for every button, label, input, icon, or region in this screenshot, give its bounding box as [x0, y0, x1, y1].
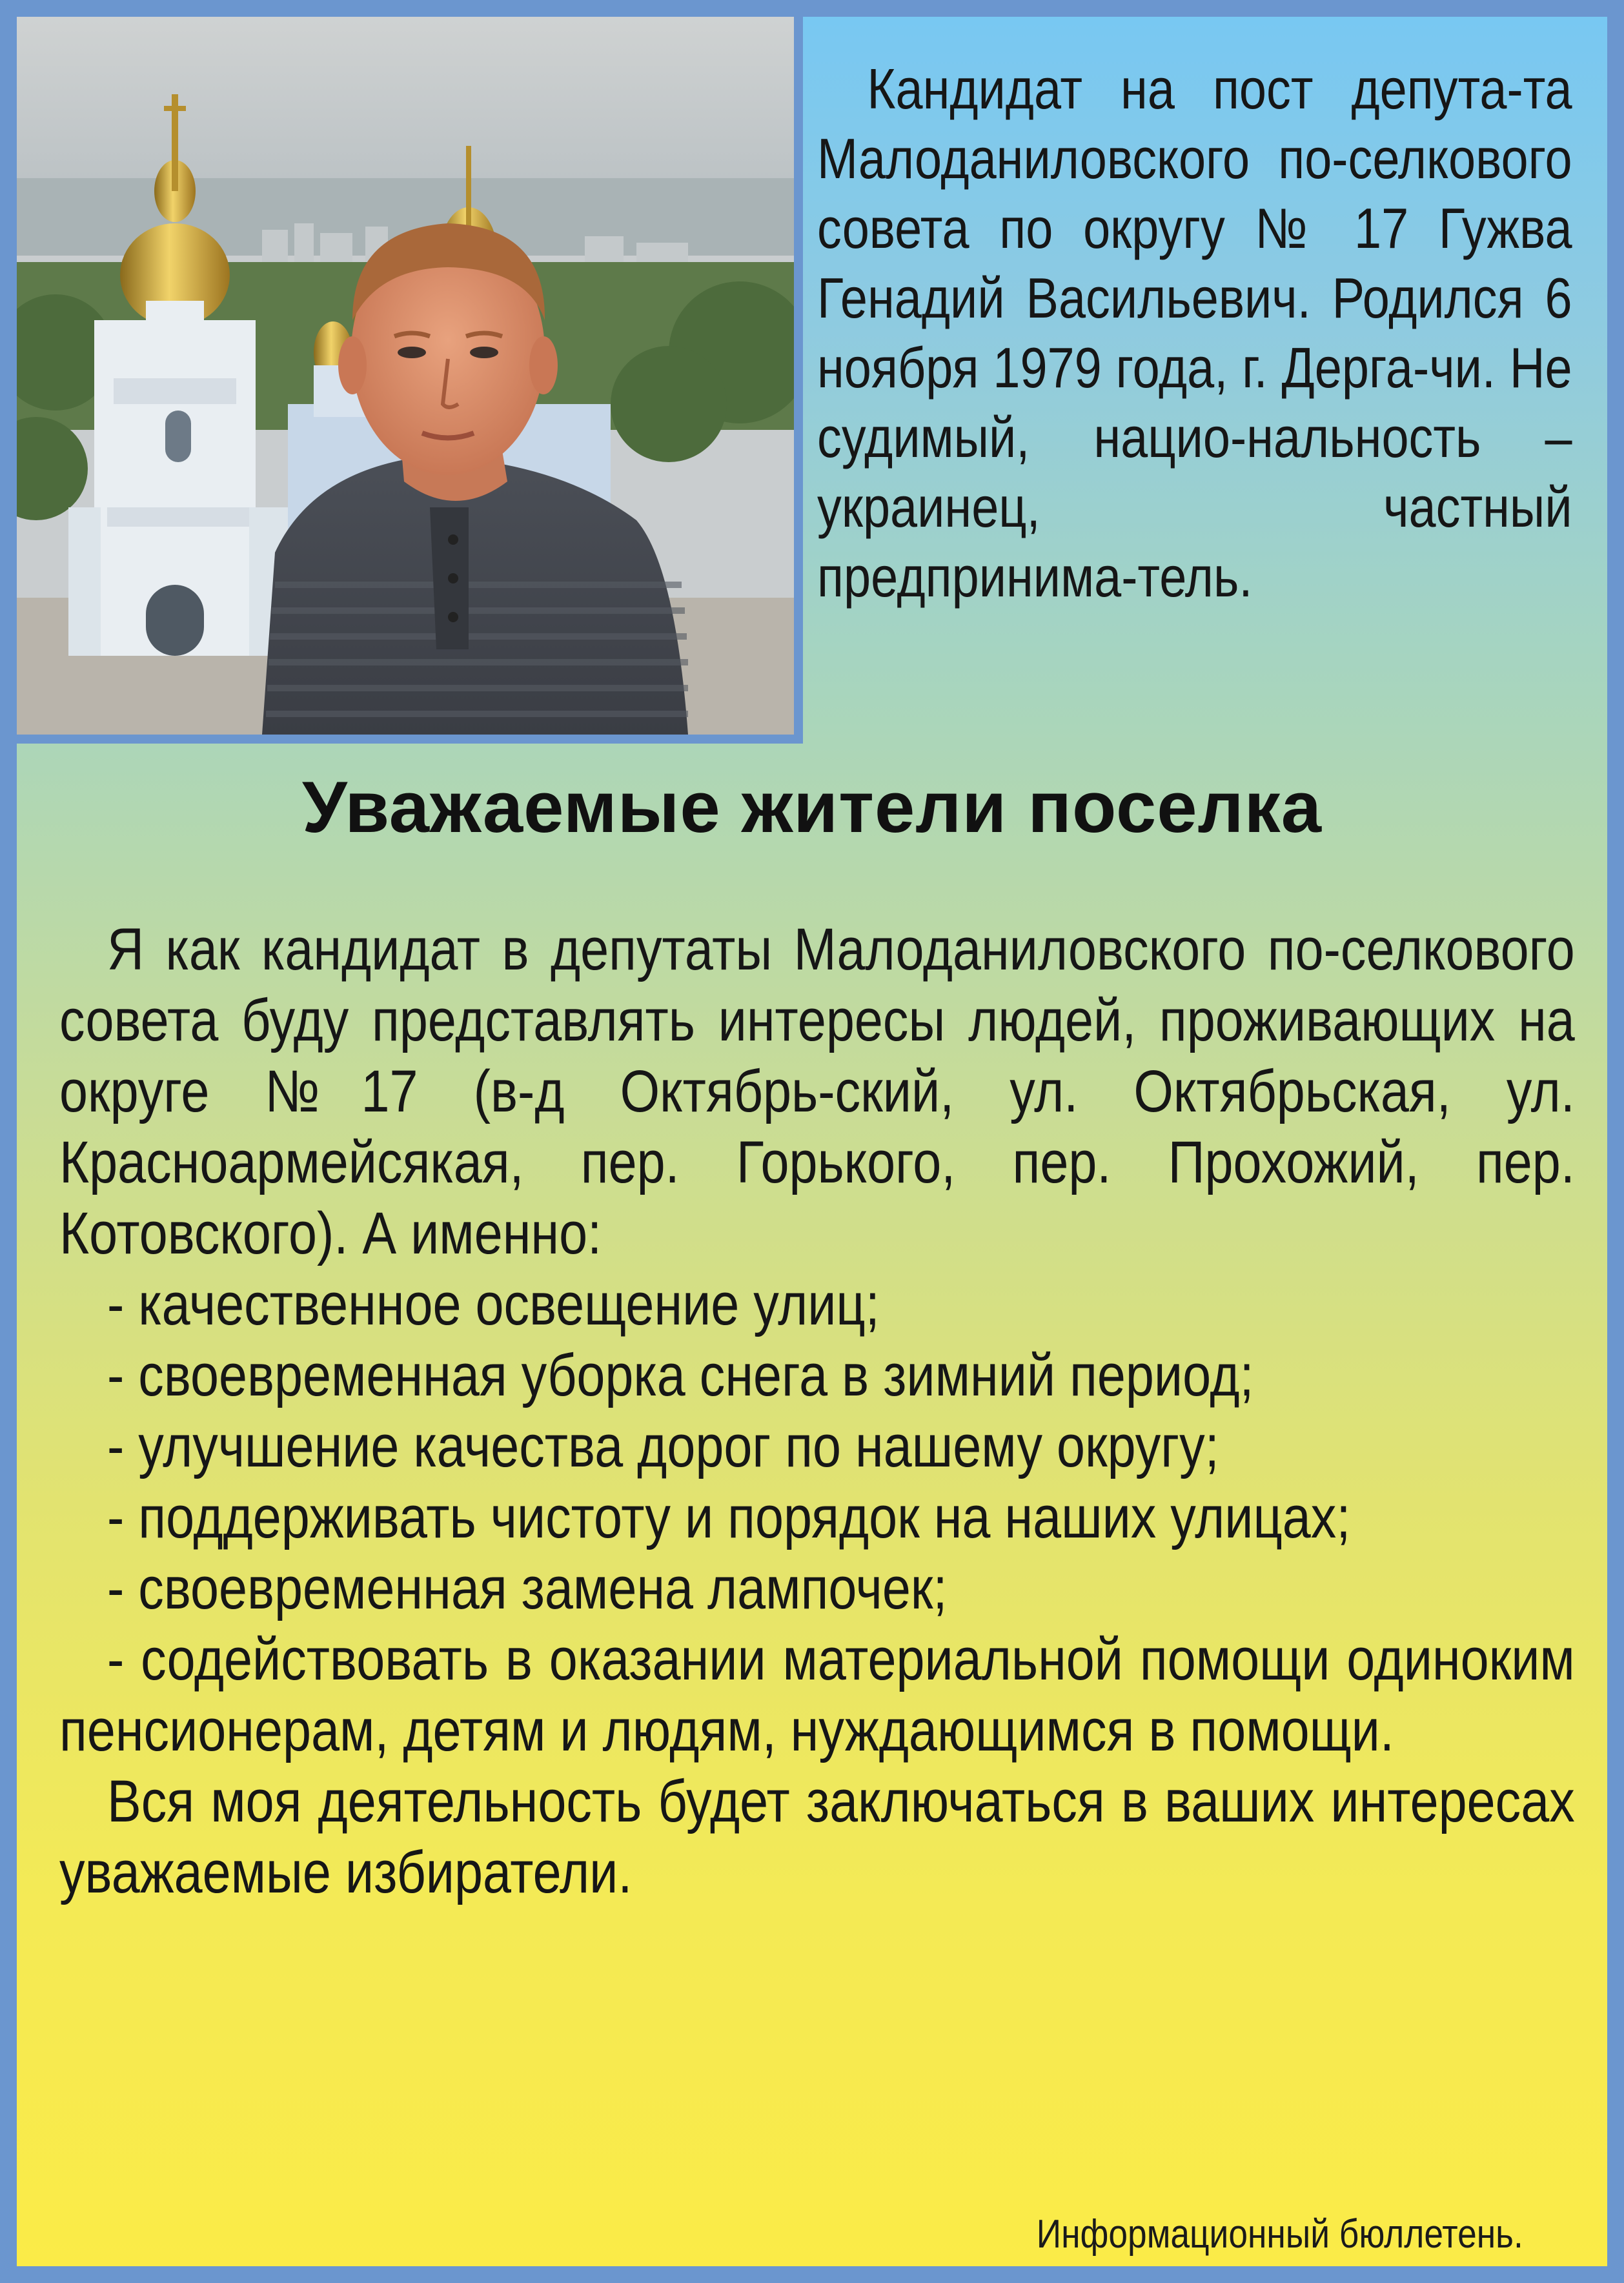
appeal-intro: Я как кандидат в депутаты Малоданиловского по-селкового совета буду представлять интересы людей, проживающих на округе №17 (в-д Октябрь-ский, ул. Октябрьская, ул. Красноармейсякая, пер. Горького, пер. Прохожий, пер. Котовского). А именно:	[59, 917, 1575, 1266]
list-item: - качественное освещение улиц;	[107, 1272, 880, 1337]
appeal-closing: Вся моя деятельность будет заключаться в ваших интересах уважаемые избиратели.	[59, 1769, 1575, 1905]
list-item: - содействовать в оказании материальной помощи одиноким пенсионерам, детям и людям, нуждающимся в помощи.	[59, 1627, 1575, 1763]
list-item: - улучшение качества дорог по нашему округу;	[107, 1414, 1219, 1479]
list-item: - своевременная уборка снега в зимний период;	[107, 1343, 1254, 1408]
page-heading: Уважаемые жители поселка	[301, 767, 1323, 847]
list-item: - поддерживать чистоту и порядок на наших улицах;	[107, 1485, 1351, 1550]
poster	[17, 17, 1607, 2266]
list-item: - своевременная замена лампочек;	[107, 1556, 948, 1621]
candidate-photo	[17, 17, 803, 744]
appeal-body	[59, 914, 1575, 1908]
candidate-bio: Кандидат на пост депута-та Малоданиловского по-селкового совета по округу № 17 Гужва Генадий Васильевич. Родился 6 ноября 1979 года, г. Дерга-чи. Не судимый, нацио-нальность – украинец, частный предпринима-тель.	[817, 57, 1572, 609]
footer-caption: Информационный бюллетень.	[1036, 2212, 1523, 2257]
